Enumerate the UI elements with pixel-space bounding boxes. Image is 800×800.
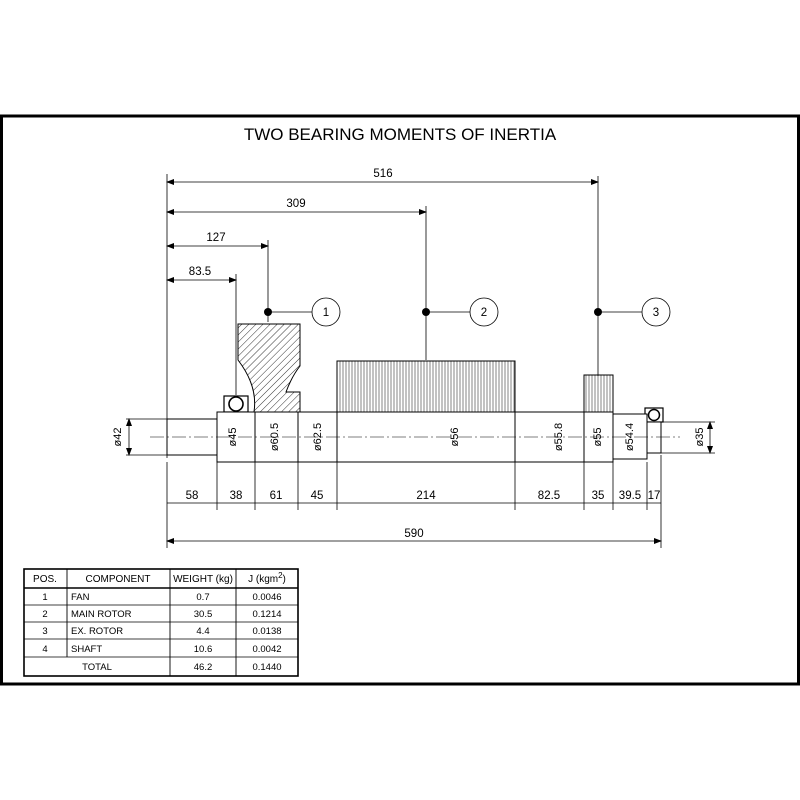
seg-17: 17 bbox=[647, 490, 661, 502]
table-row-4-j: 0.0042 bbox=[252, 644, 282, 655]
table-row-4-weight: 10.6 bbox=[193, 644, 213, 655]
table-row-3-weight: 4.4 bbox=[196, 626, 210, 637]
table-row-2-weight: 30.5 bbox=[193, 609, 213, 620]
dim-127: 127 bbox=[206, 232, 226, 244]
dia-55: ø55 bbox=[592, 427, 604, 447]
dim-83-5: 83.5 bbox=[188, 266, 212, 278]
dia-42: ø42 bbox=[112, 427, 124, 447]
seg-82-5: 82.5 bbox=[537, 490, 561, 502]
com-dot-2 bbox=[422, 308, 430, 316]
dia-45: ø45 bbox=[227, 427, 239, 447]
table-row-4-pos: 4 bbox=[42, 644, 48, 655]
seg-45: 45 bbox=[310, 490, 324, 502]
bearing-drive-end bbox=[224, 396, 248, 412]
table-row-3-j: 0.0138 bbox=[252, 626, 282, 637]
dia-35: ø35 bbox=[694, 427, 706, 447]
main-rotor bbox=[337, 361, 515, 412]
table-header-component: COMPONENT bbox=[85, 574, 151, 585]
dia-56: ø56 bbox=[449, 427, 461, 447]
table-row-3-component: EX. ROTOR bbox=[71, 626, 124, 637]
balloon-2: 2 bbox=[480, 307, 488, 319]
table-header-pos: POS. bbox=[33, 574, 57, 585]
table-row-1-component: FAN bbox=[71, 592, 90, 603]
dia-55-8: ø55.8 bbox=[553, 422, 565, 452]
seg-58: 58 bbox=[185, 490, 199, 502]
exciter-rotor bbox=[584, 375, 613, 412]
table-row-1-pos: 1 bbox=[42, 592, 48, 603]
table-row-1-weight: 0.7 bbox=[196, 592, 210, 603]
table-row-3-pos: 3 bbox=[42, 626, 48, 637]
seg-61: 61 bbox=[269, 490, 283, 502]
balloon-1: 1 bbox=[322, 307, 330, 319]
com-dot-1 bbox=[264, 308, 272, 316]
balloon-3: 3 bbox=[652, 307, 660, 319]
table-row-1-j: 0.0046 bbox=[252, 592, 282, 603]
table-row-2-pos: 2 bbox=[42, 609, 48, 620]
table-row-4-component: SHAFT bbox=[71, 644, 103, 655]
com-dot-3 bbox=[594, 308, 602, 316]
dia-54-4: ø54.4 bbox=[624, 422, 636, 452]
dia-60-5: ø60.5 bbox=[269, 422, 281, 452]
seg-214: 214 bbox=[416, 490, 436, 502]
table-row-2-component: MAIN ROTOR bbox=[71, 609, 132, 620]
table-total-j: 0.1440 bbox=[252, 662, 282, 673]
table-total-weight: 46.2 bbox=[193, 662, 213, 673]
dim-516: 516 bbox=[373, 168, 393, 180]
seg-35: 35 bbox=[591, 490, 605, 502]
table-row-2-j: 0.1214 bbox=[252, 609, 282, 620]
seg-39-5: 39.5 bbox=[618, 490, 642, 502]
bearing-non-drive-end bbox=[645, 408, 663, 422]
dim-590: 590 bbox=[404, 528, 424, 540]
dia-62-5: ø62.5 bbox=[312, 422, 324, 452]
dim-309: 309 bbox=[286, 198, 306, 210]
table-header-weight: WEIGHT (kg) bbox=[173, 574, 233, 585]
table-header-j: J (kgm$^2$) bbox=[248, 571, 286, 585]
seg-38: 38 bbox=[229, 490, 243, 502]
drawing-title: TWO BEARING MOMENTS OF INERTIA bbox=[243, 125, 557, 144]
table-total-label: TOTAL bbox=[82, 662, 112, 673]
